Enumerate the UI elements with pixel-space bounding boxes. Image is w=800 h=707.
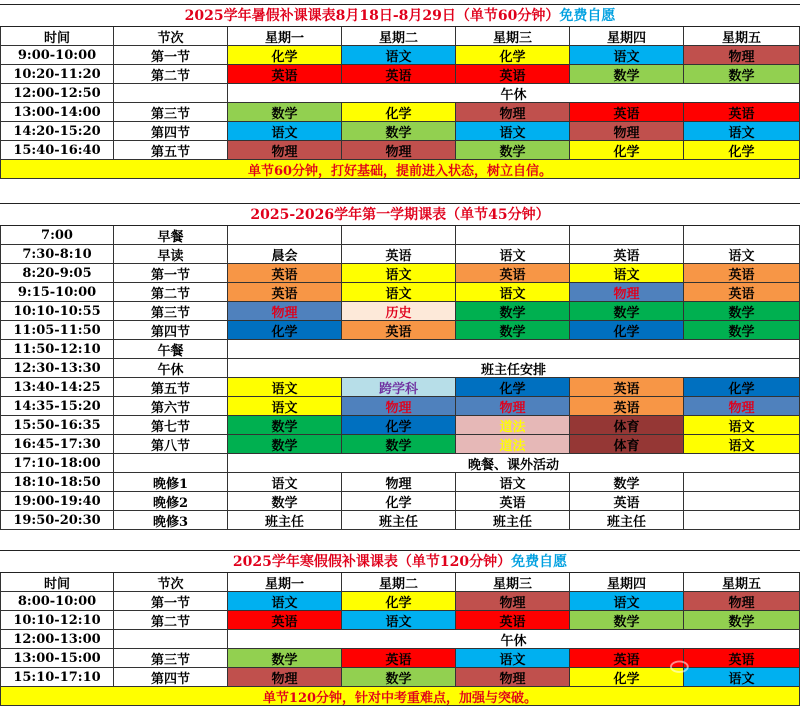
table-row	[0, 435, 800, 454]
table-row	[0, 46, 800, 65]
class-cell: 物理	[342, 397, 456, 415]
span-cell: 午休	[228, 84, 800, 102]
class-cell	[684, 511, 800, 529]
header-cell: 星期三	[456, 573, 570, 591]
period-cell: 第二节	[114, 611, 228, 629]
summer-title-main: 2025学年暑假补课课表8月18日-8月29日（单节60分钟）	[184, 8, 560, 24]
class-cell: 数学	[456, 302, 570, 320]
class-cell: 数学	[570, 473, 684, 491]
period-cell: 第五节	[114, 141, 228, 159]
class-cell: 化学	[684, 378, 800, 396]
note-cell: 单节60分钟，打好基础，提前进入状态，树立自信。	[0, 160, 800, 178]
class-cell: 英语	[456, 492, 570, 510]
class-cell: 语文	[456, 283, 570, 301]
class-cell: 语文	[342, 264, 456, 282]
span-cell: 午休	[228, 630, 800, 648]
time-cell: 11:50-12:10	[0, 340, 114, 358]
table-row	[0, 492, 800, 511]
period-cell: 第一节	[114, 592, 228, 610]
class-cell: 英语	[342, 245, 456, 263]
term-schedule	[0, 203, 800, 530]
class-cell: 化学	[228, 46, 342, 64]
class-cell: 物理	[228, 141, 342, 159]
table-header-row	[0, 573, 800, 592]
time-cell: 12:00-13:00	[0, 630, 114, 648]
note-cell: 单节120分钟，针对中考重难点，加强与突破。	[0, 687, 800, 705]
header-cell: 星期二	[342, 573, 456, 591]
class-cell: 英语	[684, 283, 800, 301]
table-row	[0, 264, 800, 283]
class-cell: 物理	[456, 668, 570, 686]
class-cell: 英语	[228, 264, 342, 282]
table-row	[0, 592, 800, 611]
table-row	[0, 141, 800, 160]
time-cell: 15:10-17:10	[0, 668, 114, 686]
class-cell: 数学	[684, 321, 800, 339]
class-cell: 语文	[684, 416, 800, 434]
table-row	[0, 84, 800, 103]
period-cell: 午餐	[114, 340, 228, 358]
time-cell: 10:20-11:20	[0, 65, 114, 83]
class-cell: 语文	[570, 46, 684, 64]
class-cell: 体育	[570, 416, 684, 434]
class-cell: 数学	[684, 611, 800, 629]
class-cell: 英语	[570, 103, 684, 121]
class-cell: 语文	[456, 122, 570, 140]
period-cell: 第一节	[114, 264, 228, 282]
class-cell: 英语	[342, 65, 456, 83]
period-cell: 第四节	[114, 668, 228, 686]
header-cell: 星期一	[228, 27, 342, 45]
class-cell: 语文	[570, 264, 684, 282]
class-cell: 英语	[456, 611, 570, 629]
note-row	[0, 687, 800, 706]
class-cell: 语文	[456, 649, 570, 667]
class-cell: 语文	[684, 668, 800, 686]
class-cell: 英语	[228, 283, 342, 301]
header-cell: 星期一	[228, 573, 342, 591]
class-cell: 英语	[570, 649, 684, 667]
time-cell: 17:10-18:00	[0, 454, 114, 472]
period-cell: 第二节	[114, 283, 228, 301]
class-cell: 数学	[342, 668, 456, 686]
class-cell: 语文	[570, 592, 684, 610]
class-cell: 英语	[342, 649, 456, 667]
class-cell: 语文	[228, 397, 342, 415]
class-cell: 化学	[570, 668, 684, 686]
class-cell: 化学	[228, 321, 342, 339]
table-row	[0, 359, 800, 378]
period-cell: 第三节	[114, 302, 228, 320]
class-cell: 化学	[684, 141, 800, 159]
class-cell: 英语	[684, 649, 800, 667]
time-cell: 13:00-14:00	[0, 103, 114, 121]
time-cell: 8:00-10:00	[0, 592, 114, 610]
time-cell: 13:40-14:25	[0, 378, 114, 396]
class-cell: 数学	[342, 435, 456, 453]
class-cell: 英语	[456, 264, 570, 282]
table-row	[0, 416, 800, 435]
period-cell: 第四节	[114, 321, 228, 339]
class-cell: 数学	[228, 492, 342, 510]
period-cell: 早餐	[114, 226, 228, 244]
class-cell: 物理	[684, 46, 800, 64]
class-cell: 语文	[684, 122, 800, 140]
time-cell: 18:10-18:50	[0, 473, 114, 491]
class-cell: 物理	[456, 592, 570, 610]
span-cell: 晚餐、课外活动	[228, 454, 800, 472]
header-cell: 星期二	[342, 27, 456, 45]
class-cell: 数学	[228, 435, 342, 453]
class-cell: 数学	[456, 321, 570, 339]
class-cell: 化学	[570, 321, 684, 339]
time-cell: 15:50-16:35	[0, 416, 114, 434]
class-cell: 数学	[570, 65, 684, 83]
period-cell: 第三节	[114, 649, 228, 667]
class-cell: 物理	[456, 397, 570, 415]
class-cell: 数学	[684, 65, 800, 83]
table-row	[0, 511, 800, 530]
period-cell: 第七节	[114, 416, 228, 434]
class-cell	[684, 226, 800, 244]
summer-schedule	[0, 4, 800, 179]
class-cell	[684, 473, 800, 491]
class-cell: 物理	[228, 302, 342, 320]
class-cell: 物理	[228, 668, 342, 686]
class-cell: 道法	[456, 416, 570, 434]
class-cell: 语文	[228, 592, 342, 610]
class-cell: 英语	[570, 492, 684, 510]
class-cell: 化学	[456, 46, 570, 64]
summer-title-extra: 免费自愿	[559, 8, 616, 24]
class-cell: 班主任	[570, 511, 684, 529]
time-cell: 12:00-12:50	[0, 84, 114, 102]
class-cell	[342, 226, 456, 244]
table-row	[0, 226, 800, 245]
class-cell: 英语	[228, 611, 342, 629]
table-row	[0, 397, 800, 416]
winter-title	[0, 550, 800, 573]
class-cell: 物理	[684, 397, 800, 415]
class-cell: 语文	[228, 473, 342, 491]
span-cell	[228, 340, 800, 358]
time-cell: 12:30-13:30	[0, 359, 114, 377]
class-cell: 语文	[342, 46, 456, 64]
header-cell: 星期三	[456, 27, 570, 45]
class-cell	[570, 226, 684, 244]
table-row	[0, 321, 800, 340]
table-row	[0, 340, 800, 359]
time-cell: 14:35-15:20	[0, 397, 114, 415]
class-cell: 晨会	[228, 245, 342, 263]
class-cell: 英语	[570, 245, 684, 263]
class-cell: 化学	[342, 416, 456, 434]
class-cell: 英语	[684, 103, 800, 121]
period-cell	[114, 84, 228, 102]
span-cell: 班主任安排	[228, 359, 800, 377]
table-row	[0, 283, 800, 302]
period-cell: 午休	[114, 359, 228, 377]
class-cell: 英语	[570, 378, 684, 396]
class-cell: 化学	[570, 141, 684, 159]
class-cell: 物理	[684, 592, 800, 610]
time-cell: 13:00-15:00	[0, 649, 114, 667]
class-cell: 语文	[342, 283, 456, 301]
time-cell: 11:05-11:50	[0, 321, 114, 339]
class-cell: 化学	[342, 492, 456, 510]
class-cell: 数学	[570, 302, 684, 320]
class-cell: 语文	[684, 435, 800, 453]
class-cell: 化学	[342, 103, 456, 121]
table-row	[0, 245, 800, 264]
class-cell: 物理	[342, 141, 456, 159]
time-cell: 9:00-10:00	[0, 46, 114, 64]
period-cell: 第二节	[114, 65, 228, 83]
summer-title	[0, 4, 800, 27]
table-row	[0, 378, 800, 397]
class-cell: 化学	[456, 378, 570, 396]
table-row	[0, 473, 800, 492]
period-cell: 第五节	[114, 378, 228, 396]
note-row	[0, 160, 800, 179]
class-cell: 数学	[228, 416, 342, 434]
winter-title-extra: 免费自愿	[511, 554, 568, 570]
header-cell: 星期四	[570, 27, 684, 45]
class-cell: 跨学科	[342, 378, 456, 396]
table-row	[0, 122, 800, 141]
class-cell: 物理	[456, 103, 570, 121]
header-cell: 星期五	[684, 573, 800, 591]
header-cell: 星期四	[570, 573, 684, 591]
table-row	[0, 454, 800, 473]
table-row	[0, 65, 800, 84]
class-cell: 物理	[342, 473, 456, 491]
header-cell: 节次	[114, 27, 228, 45]
time-cell: 9:15-10:00	[0, 283, 114, 301]
class-cell: 化学	[342, 592, 456, 610]
period-cell: 第六节	[114, 397, 228, 415]
class-cell: 英语	[456, 65, 570, 83]
header-cell: 时间	[0, 27, 114, 45]
time-cell: 19:00-19:40	[0, 492, 114, 510]
period-cell: 晚修1	[114, 473, 228, 491]
term-title-text: 2025-2026学年第一学期课表（单节45分钟）	[250, 207, 550, 223]
term-title	[0, 203, 800, 226]
class-cell: 班主任	[342, 511, 456, 529]
time-cell: 15:40-16:40	[0, 141, 114, 159]
class-cell: 英语	[570, 397, 684, 415]
period-cell: 早读	[114, 245, 228, 263]
class-cell: 英语	[228, 65, 342, 83]
class-cell: 班主任	[456, 511, 570, 529]
period-cell	[114, 630, 228, 648]
class-cell: 班主任	[228, 511, 342, 529]
header-cell: 时间	[0, 573, 114, 591]
winter-title-main: 2025学年寒假假补课课表（单节120分钟）	[232, 554, 512, 570]
period-cell: 第八节	[114, 435, 228, 453]
class-cell: 数学	[684, 302, 800, 320]
class-cell: 物理	[570, 122, 684, 140]
time-cell: 16:45-17:30	[0, 435, 114, 453]
watermark-logo: ⬭	[670, 655, 691, 680]
class-cell: 数学	[456, 141, 570, 159]
time-cell: 19:50-20:30	[0, 511, 114, 529]
time-cell: 7:00	[0, 226, 114, 244]
table-row	[0, 302, 800, 321]
class-cell: 语文	[228, 122, 342, 140]
class-cell: 英语	[684, 264, 800, 282]
class-cell: 语文	[228, 378, 342, 396]
period-cell: 晚修3	[114, 511, 228, 529]
class-cell: 道法	[456, 435, 570, 453]
class-cell: 语文	[456, 245, 570, 263]
time-cell: 10:10-12:10	[0, 611, 114, 629]
class-cell	[228, 226, 342, 244]
class-cell: 英语	[342, 321, 456, 339]
table-row	[0, 103, 800, 122]
table-row	[0, 630, 800, 649]
class-cell: 物理	[570, 283, 684, 301]
class-cell: 数学	[342, 122, 456, 140]
table-row	[0, 611, 800, 630]
class-cell: 语文	[456, 473, 570, 491]
class-cell: 数学	[228, 649, 342, 667]
class-cell: 语文	[342, 611, 456, 629]
class-cell	[456, 226, 570, 244]
class-cell: 数学	[570, 611, 684, 629]
class-cell: 体育	[570, 435, 684, 453]
header-cell: 节次	[114, 573, 228, 591]
class-cell: 历史	[342, 302, 456, 320]
time-cell: 7:30-8:10	[0, 245, 114, 263]
class-cell	[684, 492, 800, 510]
class-cell: 数学	[228, 103, 342, 121]
period-cell: 晚修2	[114, 492, 228, 510]
header-cell: 星期五	[684, 27, 800, 45]
period-cell: 第三节	[114, 103, 228, 121]
table-header-row	[0, 27, 800, 46]
period-cell	[114, 454, 228, 472]
period-cell: 第一节	[114, 46, 228, 64]
time-cell: 10:10-10:55	[0, 302, 114, 320]
period-cell: 第四节	[114, 122, 228, 140]
time-cell: 14:20-15:20	[0, 122, 114, 140]
time-cell: 8:20-9:05	[0, 264, 114, 282]
class-cell: 语文	[684, 245, 800, 263]
